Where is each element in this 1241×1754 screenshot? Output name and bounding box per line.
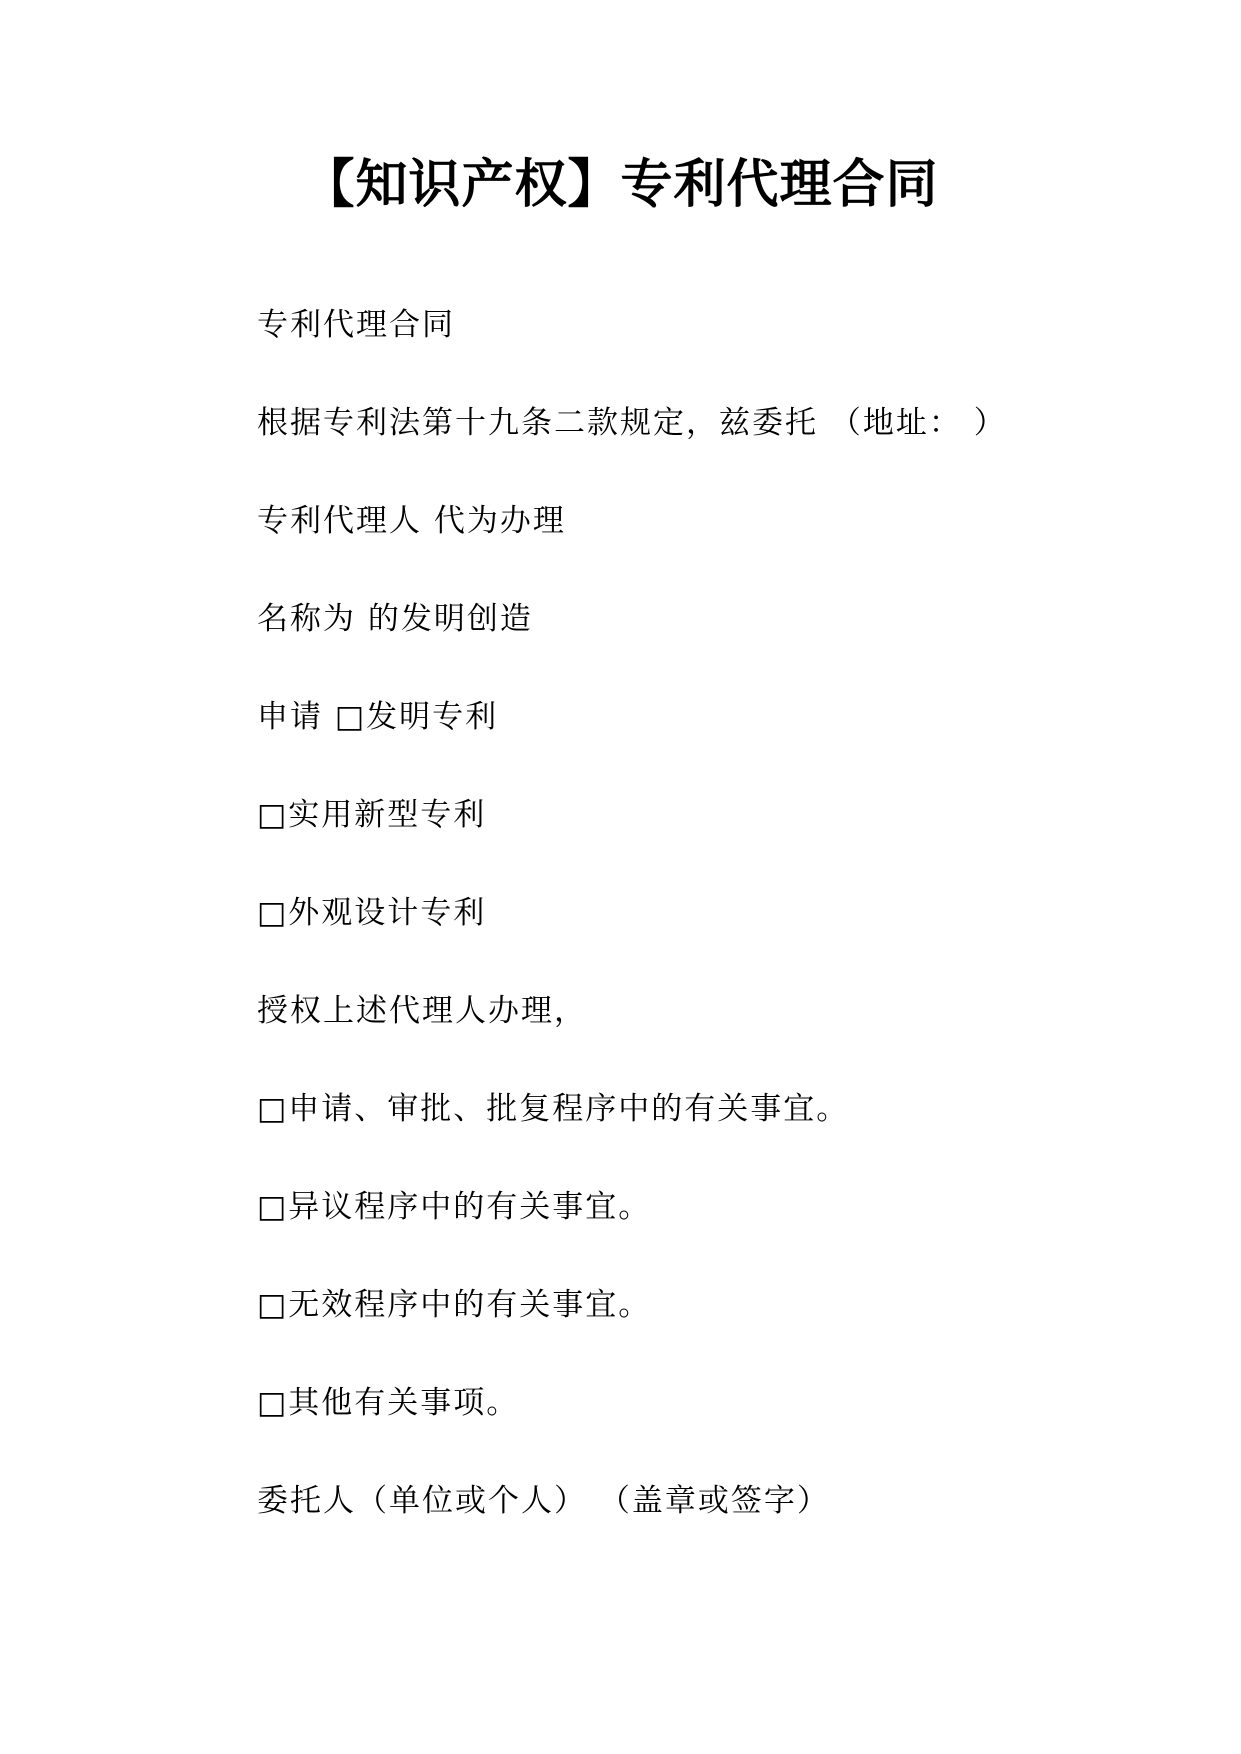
design-patent-option: □外观设计专利 bbox=[257, 895, 487, 931]
utility-model-option: □实用新型专利 bbox=[257, 797, 487, 833]
client-signature-line: 委托人（单位或个人） （盖章或签字） bbox=[257, 1483, 830, 1519]
application-matters-option: □申请、审批、批复程序中的有关事宜。 bbox=[257, 1091, 850, 1127]
invalidation-matters-option: □无效程序中的有关事宜。 bbox=[257, 1287, 652, 1323]
contract-heading: 专利代理合同 bbox=[257, 307, 455, 343]
apply-invention-patent-option: 申请 □发明专利 bbox=[257, 699, 499, 735]
document-title: 【知识产权】专利代理合同 bbox=[302, 154, 939, 215]
agent-clause: 专利代理人 代为办理 bbox=[257, 503, 566, 539]
entrust-clause: 根据专利法第十九条二款规定，兹委托 （地址： ） bbox=[257, 405, 1007, 441]
other-matters-option: □其他有关事项。 bbox=[257, 1385, 520, 1421]
invention-name-clause: 名称为 的发明创造 bbox=[257, 601, 533, 637]
opposition-matters-option: □异议程序中的有关事宜。 bbox=[257, 1189, 652, 1225]
document-body bbox=[257, 305, 1157, 1579]
authorization-clause: 授权上述代理人办理， bbox=[257, 993, 587, 1029]
